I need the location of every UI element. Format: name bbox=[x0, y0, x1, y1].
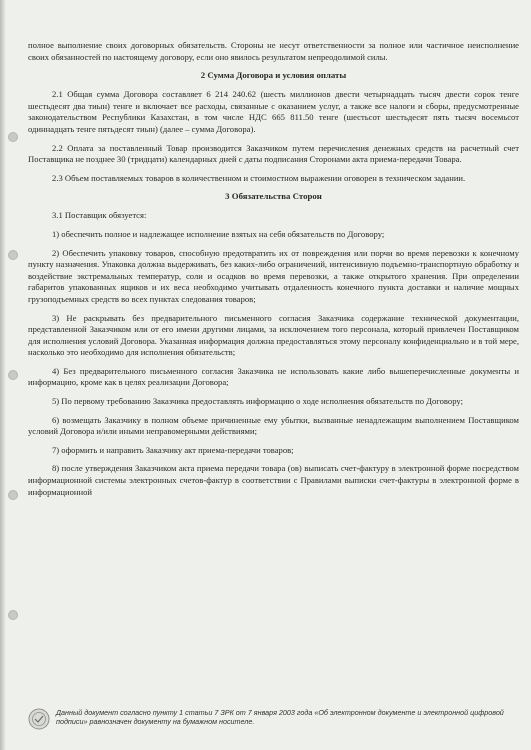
clause-2-2: 2.2 Оплата за поставленный Товар производится Заказчиком путем перечисления денежных средств на расчетный счет Поставщика не позднее 30 (тридцати) календарных дней с даты подписания Сторонами акта приема-передачи Товара. bbox=[28, 142, 519, 165]
e-document-footer bbox=[28, 708, 519, 730]
section-2-title: 2 Сумма Договора и условия оплаты bbox=[200, 70, 347, 81]
clause-3-1-lead: 3.1 Поставщик обязуется: bbox=[52, 210, 147, 221]
obligation-item: 4) Без предварительного письменного согласия Заказчика не использовать какие либо вышеперечисленные документы и информацию, кроме как в целях реализации Договора; bbox=[28, 365, 519, 388]
obligation-item: 3) Не раскрывать без предварительного письменного согласия Заказчика содержание технической документации, представленной Заказчиком или от его имени другими лицами, за исключением того персонала, который привлечен Поставщиком для исполнения условий Договора. Указанная информация должна предоставляться этому персоналу конфиденциально и в той мере, насколько это необходимо для исполнения обязательств; bbox=[28, 312, 519, 358]
obligation-item: 7) оформить и направить Заказчику акт приема-передачи товаров; bbox=[52, 444, 294, 455]
obligation-item: 6) возмещать Заказчику в полном объеме причиненные ему убытки, вызванные ненадлежащим выполнением Поставщиком условий Договора и/или иными неправомерными действиями; bbox=[28, 414, 519, 437]
section-3-title: 3 Обязательства Сторон bbox=[225, 191, 322, 202]
intro-paragraph: полное выполнение своих договорных обязательств. Стороны не несут ответственности за полное или частичное неисполнение своих обязанностей по настоящему договору, если оно явилось результатом непреодолимой силы. bbox=[28, 40, 519, 62]
binder-hole bbox=[8, 370, 18, 380]
obligation-item: 5) По первому требованию Заказчика предоставлять информацию о ходе исполнения обязательств по Договору; bbox=[52, 396, 463, 407]
binder-holes bbox=[8, 0, 18, 750]
footer-text: Данный документ согласно пункту 1 статьи 7 ЗРК от 7 января 2003 года «Об электронном документе и электронной цифровой подписи» равнозначен документу на бумажном носителе. bbox=[56, 708, 504, 727]
binder-hole bbox=[8, 610, 18, 620]
obligation-item: 2) Обеспечить упаковку товаров, способную предотвратить их от повреждения или порчи во время перевозки к конечному пункту назначения. Упаковка должна выдерживать, без каких-либо ограничений, интенсивную подъемно-транспортную обработку и воздействие экстремальных температур, соли и осадков во время перевозки, а также открытого хранения. При определении габаритов упакованных ящиков и их веса необходимо учитывать отдаленность конечного пункта доставки и наличие мощных грузоподъемных средств во всех пунктах следования товаров; bbox=[28, 247, 519, 304]
e-signature-seal-icon bbox=[28, 708, 50, 730]
clause-2-3: 2.3 Объем поставляемых товаров в количественном и стоимостном выражении оговорен в техническом задании. bbox=[52, 172, 466, 183]
obligation-item: 8) после утверждения Заказчиком акта приема передачи товара (ов) выписать счет-фактуру в электронной форме посредством информационной системы электронных счетов-фактур в соответствии с Правилами выписки счет-фактуры в электронной форме в информационной bbox=[28, 463, 519, 497]
obligation-item: 1) обеспечить полное и надлежащее исполнение взятых на себя обязательств по Договору; bbox=[52, 228, 385, 239]
clause-2-1: 2.1 Общая сумма Договора составляет 6 214 240.62 (шесть миллионов двести четырнадцать тысяч двести сорок тенге шестьдесят два тиын) тенге и включает все расходы, связанные с оказанием услуг, а также все налоги и сборы, предусмотренные законодательством Республики Казахстан, в том числе НДС 665 811.50 тенге (шестьсот шестьдесят пять тысяч восемьсот одиннадцать тенге пятьдесят тиын) (далее – сумма Договора). bbox=[28, 89, 519, 134]
binder-hole bbox=[8, 490, 18, 500]
binder-hole bbox=[8, 250, 18, 260]
binder-hole bbox=[8, 132, 18, 142]
